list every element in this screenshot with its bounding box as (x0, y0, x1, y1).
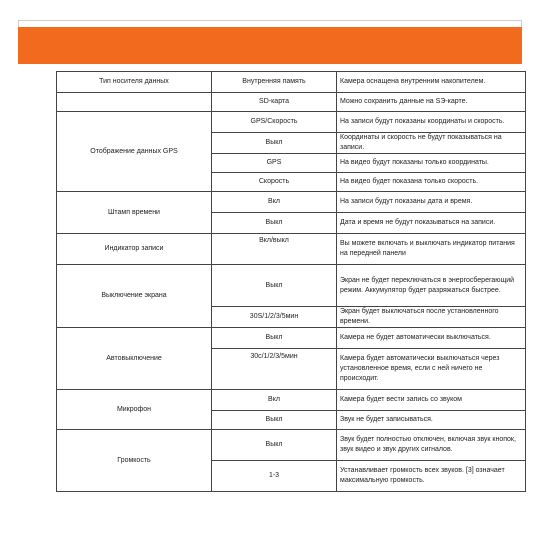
option-value: Выкл (212, 265, 337, 307)
option-description: Камера будет автоматически выключаться через установленное время, если с ней ничего не происходит. (337, 349, 526, 390)
table-row (57, 234, 526, 265)
option-value: GPS/Скорость (212, 112, 337, 133)
option-description: Можно сохранить данные на SЭ-карте. (337, 93, 526, 112)
table-row (57, 112, 526, 133)
option-description: На записи будут показаны дата и время. (337, 192, 526, 213)
option-description: Камера не будет автоматически выключаться. (337, 328, 526, 349)
setting-name: Отображение данных GPS (57, 112, 212, 192)
option-value: GPS (212, 154, 337, 173)
option-description: Экран будет выключаться после установленного времени. (337, 307, 526, 328)
option-value: Выкл (212, 411, 337, 430)
option-description: Звук будет полностью отключен, включая звук кнопок, звук видео и звук других сигналов. (337, 430, 526, 461)
table-row (57, 93, 526, 112)
table-row (57, 328, 526, 349)
option-description: Камера будет вести запись со звуком (337, 390, 526, 411)
option-value: Выкл (212, 430, 337, 461)
table-row (57, 72, 526, 93)
option-value: 30S/1/2/3/5мин (212, 307, 337, 328)
option-value: Внутренняя память (212, 72, 337, 93)
option-value: Вкл (212, 390, 337, 411)
option-description: Экран не будет переключаться в энергосберегающий режим. Аккумулятор будет разряжаться быстрее. (337, 265, 526, 307)
table-row (57, 192, 526, 213)
setting-name: Штамп времени (57, 192, 212, 234)
option-description: Камера оснащена внутренним накопителем. (337, 72, 526, 93)
setting-name: Громкость (57, 430, 212, 492)
setting-name: Выключение экрана (57, 265, 212, 328)
option-value: Вкл/выкл (212, 234, 337, 265)
header-banner (18, 27, 522, 64)
setting-name: Индикатор записи (57, 234, 212, 265)
option-value: Вкл (212, 192, 337, 213)
option-description: На записи будут показаны координаты и скорость. (337, 112, 526, 133)
option-value: Выкл (212, 133, 337, 154)
table-row (57, 265, 526, 307)
option-value: Выкл (212, 328, 337, 349)
option-value: Выкл (212, 213, 337, 234)
option-description: Дата и время не будут показываться на записи. (337, 213, 526, 234)
option-description: Звук не будет записываться. (337, 411, 526, 430)
table-row (57, 430, 526, 461)
setting-name: Автовыключение (57, 328, 212, 390)
option-description: Вы можете включать и выключать индикатор питания на передней панели (337, 234, 526, 265)
setting-name: Микрофон (57, 390, 212, 430)
option-description: На видео будут показаны только координаты. (337, 154, 526, 173)
option-description: На видео будет показана только скорость. (337, 173, 526, 192)
option-value: SD-карта (212, 93, 337, 112)
option-value: 1-3 (212, 461, 337, 492)
settings-table (56, 71, 526, 492)
setting-name-empty (57, 93, 212, 112)
table-row (57, 390, 526, 411)
header-top-strip (18, 20, 522, 27)
setting-name: Тип носителя данных (57, 72, 212, 93)
option-description: Устанавливает громкость всех звуков. [3] означает максимальную громкость. (337, 461, 526, 492)
option-value: 30с/1/2/3/5мин (212, 349, 337, 390)
option-description: Координаты и скорость не будут показываться на записи. (337, 133, 526, 154)
option-value: Скорость (212, 173, 337, 192)
